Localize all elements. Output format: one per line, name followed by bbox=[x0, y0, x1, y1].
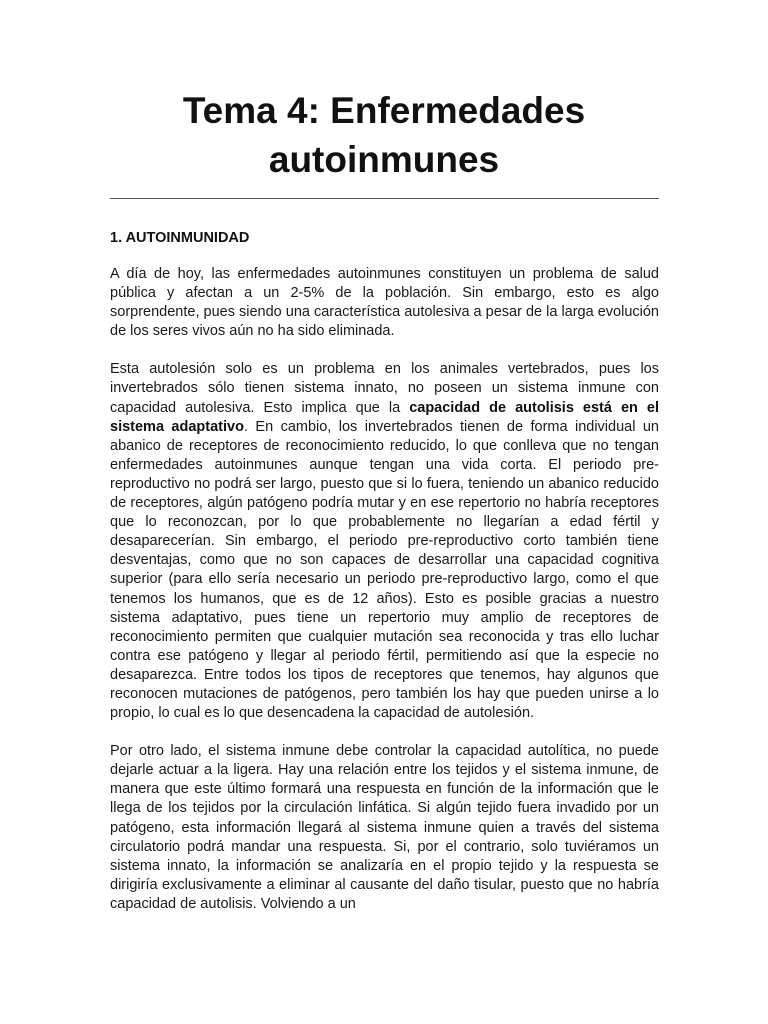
paragraph-2 bbox=[110, 360, 659, 723]
document-title bbox=[0, 86, 768, 184]
title-divider bbox=[110, 198, 659, 199]
paragraph-1: A día de hoy, las enfermedades autoinmunes constituyen un problema de salud pública y afectan a un 2-5% de la población. Sin embargo, esto es algo sorprendente, pues siendo una característica autolesiva a pesar de la larga evolución de los seres vivos aún no ha sido eliminada. bbox=[110, 266, 659, 340]
document-body bbox=[110, 265, 659, 914]
paragraph-2-text-start: Esta autolesión solo es un problema en los animales vertebrados, pues los invertebrados sólo tienen sistema innato, no poseen un sistema inmune con capacidad autolesiva. Esto implica que la bbox=[110, 361, 659, 416]
paragraph-2-bold-phrase: capacidad de autolisis está en el sistema adaptativo bbox=[110, 399, 660, 435]
paragraph-3: Por otro lado, el sistema inmune debe controlar la capacidad autolítica, no puede dejarle actuar a la ligera. Hay una relación entre los tejidos y el sistema inmune, de manera que este último formará una respuesta en función de la información que le llega de los tejidos por la circulación linfática. Si algún tejido fuera invadido por un patógeno, esta información llegará al sistema inmune quien a través del sistema circulatorio podrá mandar una respuesta. Si, por el contrario, solo tuviéramos un sistema innato, la información se analizaría en el propio tejido y la respuesta se dirigiría exclusivamente a eliminar al causante del daño tisular, puesto que no habría capacidad de autolisis. Volviendo a un bbox=[110, 743, 659, 912]
section-heading: 1. AUTOINMUNIDAD bbox=[110, 230, 250, 246]
document-title-line-1: Tema 4: Enfermedades bbox=[182, 90, 586, 131]
paragraph-2-text-end: . En cambio, los invertebrados tienen de forma individual un abanico de receptores de reconocimiento reducido, lo que conlleva que no tengan enfermedades autoinmunes aunque tengan una vida corta. El periodo pre-reproductivo no podrá ser largo, puesto que si lo fuera, teniendo un abanico reducido de receptores, algún patógeno podría mutar y en ese repertorio no habría receptores que lo reconozcan, por lo que probablemente no llegarían a edad fértil y desaparecerían. Sin embargo, el periodo pre-reproductivo corto también tiene desventajas, como que no son capaces de desarrollar una capacidad cognitiva superior (para ello sería necesario un periodo pre-reproductivo largo, como el que tenemos los humanos, que es de 12 años). Esto es posible gracias a nuestro sistema adaptativo, pues tiene un repertorio muy amplio de receptores de reconocimiento permiten que cualquier mutación sea reconocida y tras ello luchar contra ese patógeno y llegar al periodo fértil, permitiendo así que la especie no desaparezca. Entre todos los tipos de receptores que tenemos, hay algunos que reconocen mutaciones de patógenos, pero también los hay que pueden unirse a lo propio, lo cual es lo que desencadena la capacidad de autolesión. bbox=[110, 418, 659, 722]
document-title-line-2: autoinmunes bbox=[268, 139, 500, 180]
